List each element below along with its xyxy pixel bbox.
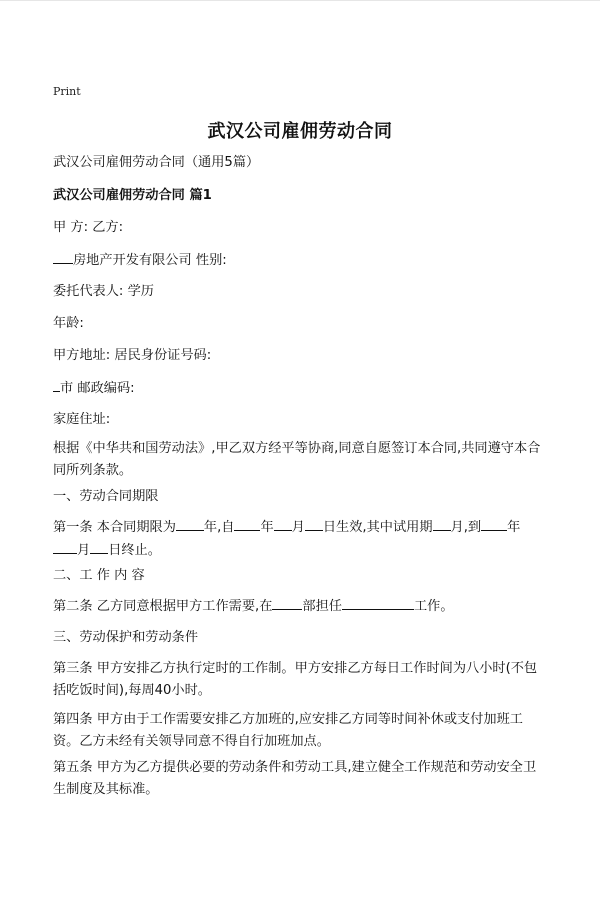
article-1-text: 年 [260,520,274,535]
article-2 [53,595,548,618]
subtitle: 武汉公司雇佣劳动合同（通用5篇） [53,155,260,170]
article-2-text: 第二条 乙方同意根据甲方工作需要,在 [53,599,273,614]
blank-underline [305,516,323,531]
parties-line: 甲 方: 乙方: [53,220,124,235]
blank-underline [53,249,73,264]
blank-underline [176,516,204,531]
blank-underline [53,377,60,392]
heading-labor-protection: 三、劳动保护和劳动条件 [53,630,199,645]
article-1 [53,516,548,562]
article-2-text: 工作。 [413,599,454,614]
article-4: 第四条 甲方由于工作需要安排乙方加班的,应安排乙方同等时间补休或支付加班工资。乙方未经有关领导同意不得自行加班加点。 [53,712,523,749]
heading-work-content: 二、工 作 内 容 [53,568,145,583]
blank-underline [342,595,414,610]
article-1-text: 月 [291,520,305,535]
article-1-text: 月 [77,543,91,558]
heading-term: 一、劳动合同期限 [53,489,159,504]
home-line: 家庭住址: [53,412,111,427]
blank-underline [481,516,507,531]
intro-paragraph: 根据《中华共和国劳动法》,甲乙双方经平等协商,同意自愿签订本合同,共同遵守本合同所列条款。 [53,441,541,478]
print-label: Print [53,85,81,98]
article-1-text: 年 [507,520,521,535]
article-3: 第三条 甲方安排乙方执行定时的工作制。甲方安排乙方每日工作时间为八小时(不包括吃饭时间),每周40小时。 [53,661,538,698]
age-line: 年龄: [53,316,84,331]
article-1-text: 日生效,其中试用期 [322,520,433,535]
city-line [53,377,548,400]
article-1-text: 年,自 [203,520,235,535]
article-1-text: 月,到 [450,520,482,535]
article-2-text: 部担任 [302,599,342,614]
company-line [53,249,548,272]
blank-underline [90,539,108,554]
company-line-text: 房地产开发有限公司 性别: [73,253,227,268]
agent-line: 委托代表人: 学历 [53,284,154,299]
article-1-text: 日终止。 [108,543,161,558]
section-heading: 武汉公司雇佣劳动合同 篇1 [53,188,212,203]
blank-underline [234,516,260,531]
blank-underline [433,516,451,531]
page-title: 武汉公司雇佣劳动合同 [207,121,393,142]
blank-underline [274,516,292,531]
blank-underline [272,595,302,610]
city-line-text: 市 邮政编码: [60,381,135,396]
address-line: 甲方地址: 居民身份证号码: [53,348,212,363]
article-1-text: 第一条 本合同期限为 [53,520,176,535]
article-5: 第五条 甲方为乙方提供必要的劳动条件和劳动工具,建立健全工作规范和劳动安全卫生制度及其标准。 [53,760,537,797]
blank-underline [53,539,77,554]
